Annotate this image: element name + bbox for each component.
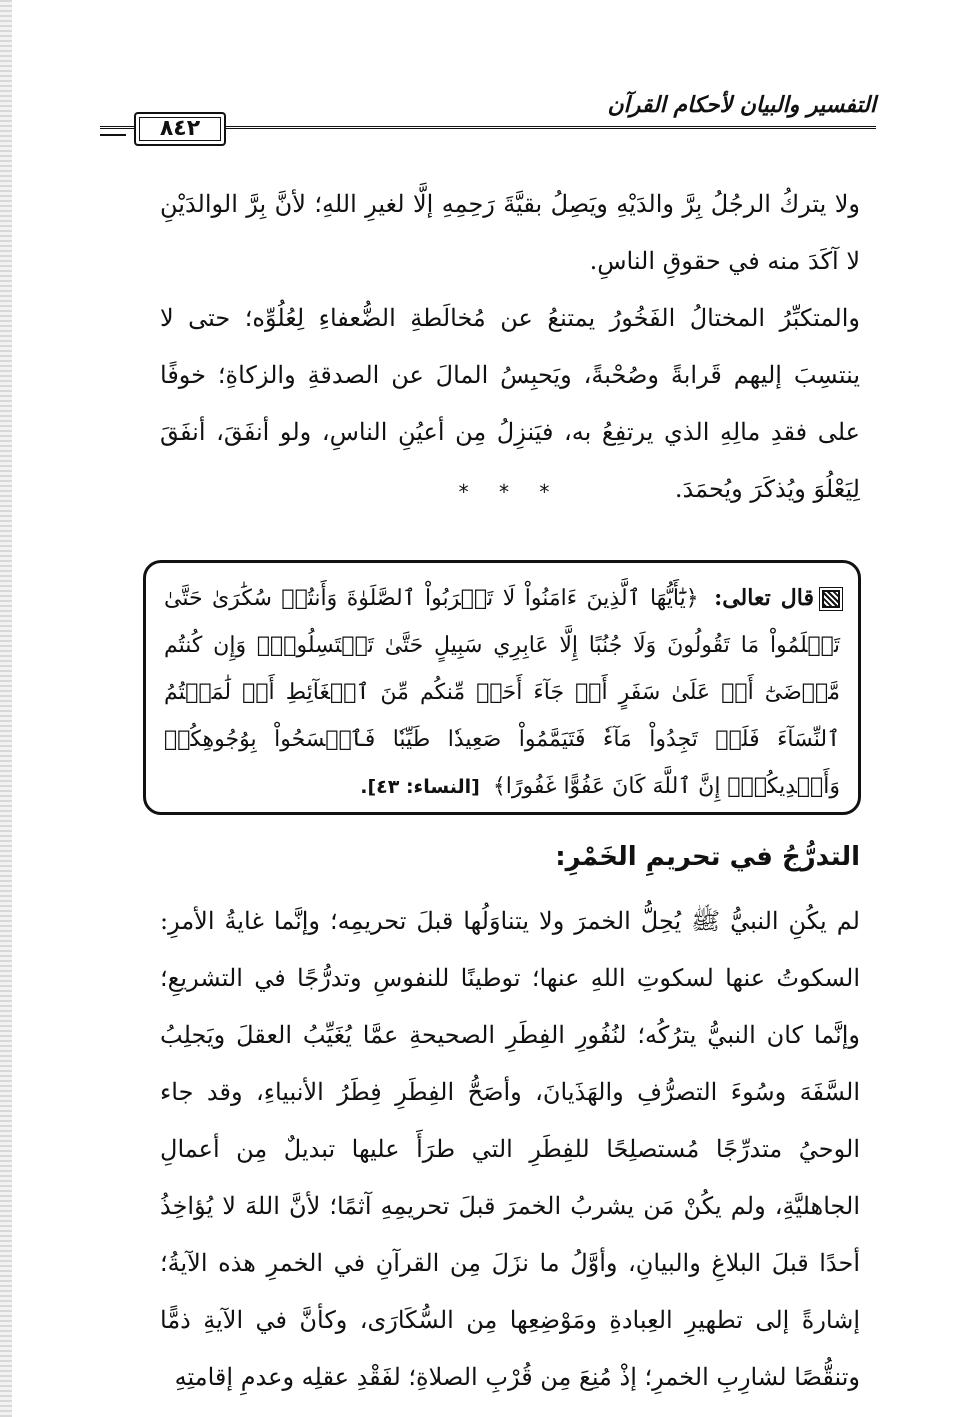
verse-reference: [النساء: ٤٣]. [360, 776, 480, 798]
scan-edge [0, 0, 12, 1417]
section-separator: * * * [458, 480, 562, 504]
verse-ornament-icon [822, 590, 840, 608]
section-heading: التدرُّجُ في تحريمِ الخَمْرِ: [555, 842, 860, 872]
paragraph-2: والمتكبِّرُ المختالُ الفَخُورُ يمتنعُ عن مُخالَطةِ الضُّعفاءِ لِعُلُوِّه؛ حتى لا ينتسِبَ إليهم قَرابةً وصُحْبةً، ويَحبِسُ المالَ عن الصدقةِ والزكاةِ؛ خوفًا على فقدِ مالِهِ الذي يرتفِعُ به، فيَنزِلُ مِن أعيُنِ الناسِ، ولو أنفَقَ، أنفَقَ لِيَعْلُوَ ويُذكَرَ ويُحمَدَ. [160, 304, 860, 503]
section-body: لم يكُنِ النبيُّ ﷺ يُحِلُّ الخمرَ ولا يتناوَلُها قبلَ تحريمِه؛ وإنَّما غايةُ الأمرِ: السكوتُ عنها لسكوتِ اللهِ عنها؛ توطينًا للنفوسِ وتدرُّجًا في التشريعِ؛ وإنَّما كان النبيُّ يترُكُه؛ لنُفُورِ الفِطَرِ الصحيحةِ عمَّا يُغَيِّبُ العقلَ ويَجلِبُ السَّفَهَ وسُوءَ التصرُّفِ والهَذَيانَ، وأصَحُّ الفِطَرِ فِطَرُ الأنبياءِ، وقد جاء الوحيُ متدرِّجًا مُستصلِحًا للفِطَرِ التي طرَأَ عليها تبديلٌ مِن أعمالِ الجاهليَّةِ، ولم يكُنْ مَن يشربُ الخمرَ قبلَ تحريمِهِ آثمًا؛ لأنَّ اللهَ لا يُؤاخِذُ أحدًا قبلَ البلاغِ والبيانِ، وأوَّلُ ما نزَلَ مِن القرآنِ في الخمرِ هذه الآيةُ؛ إشارةً إلى تطهيرِ العِبادةِ ومَوْضِعِها مِن السُّكَارَى، وكأنَّ في الآيةِ ذمًّا وتنقُّصًا لشارِبِ الخمرِ؛ إذْ مُنِعَ مِن قُرْبِ الصلاةِ؛ لفَقْدِ عقلِه وعدمِ إقامتِهِ [160, 907, 860, 1391]
verse-intro: قال تعالى: [714, 585, 815, 611]
book-title: التفسير والبيان لأحكام القرآن [607, 92, 876, 118]
paragraph-1: ولا يتركُ الرجُلُ بِرَّ والدَيْهِ ويَصِلُ بقيَّةَ رَحِمِهِ إلَّا لغيرِ اللهِ؛ لأنَّ بِرَّ الوالدَيْنِ لا آكَدَ منه في حقوقِ الناسِ. [160, 190, 860, 275]
header-tail-rule [100, 134, 126, 136]
quran-verse-box [143, 560, 861, 815]
verse-text: ﴿يَٰٓأَيُّهَا ٱلَّذِينَ ءَامَنُواْ لَا تَقۡرَبُواْ ٱلصَّلَوٰةَ وَأَنتُمۡ سُكَٰرَىٰ حَتَّىٰ تَعۡلَمُواْ مَا تَقُولُونَ وَلَا جُنُبًا إِلَّا عَابِرِي سَبِيلٍ حَتَّىٰ تَغۡتَسِلُواْۚ وَإِن كُنتُم مَّرۡضَىٰٓ أَوۡ عَلَىٰ سَفَرٍ أَوۡ جَآءَ أَحَدٞ مِّنكُم مِّنَ ٱلۡغَآئِطِ أَوۡ لَٰمَسۡتُمُ ٱلنِّسَآءَ فَلَمۡ تَجِدُواْ مَآءٗ فَتَيَمَّمُواْ صَعِيدٗا طَيِّبٗا فَٱمۡسَحُواْ بِوُجُوهِكُمۡ وَأَيۡدِيكُمۡۗ إِنَّ ٱللَّهَ كَانَ عَفُوًّا غَفُورًا﴾ [164, 586, 840, 799]
page-number: ٨٤٢ [134, 112, 226, 146]
page-header [100, 82, 876, 157]
